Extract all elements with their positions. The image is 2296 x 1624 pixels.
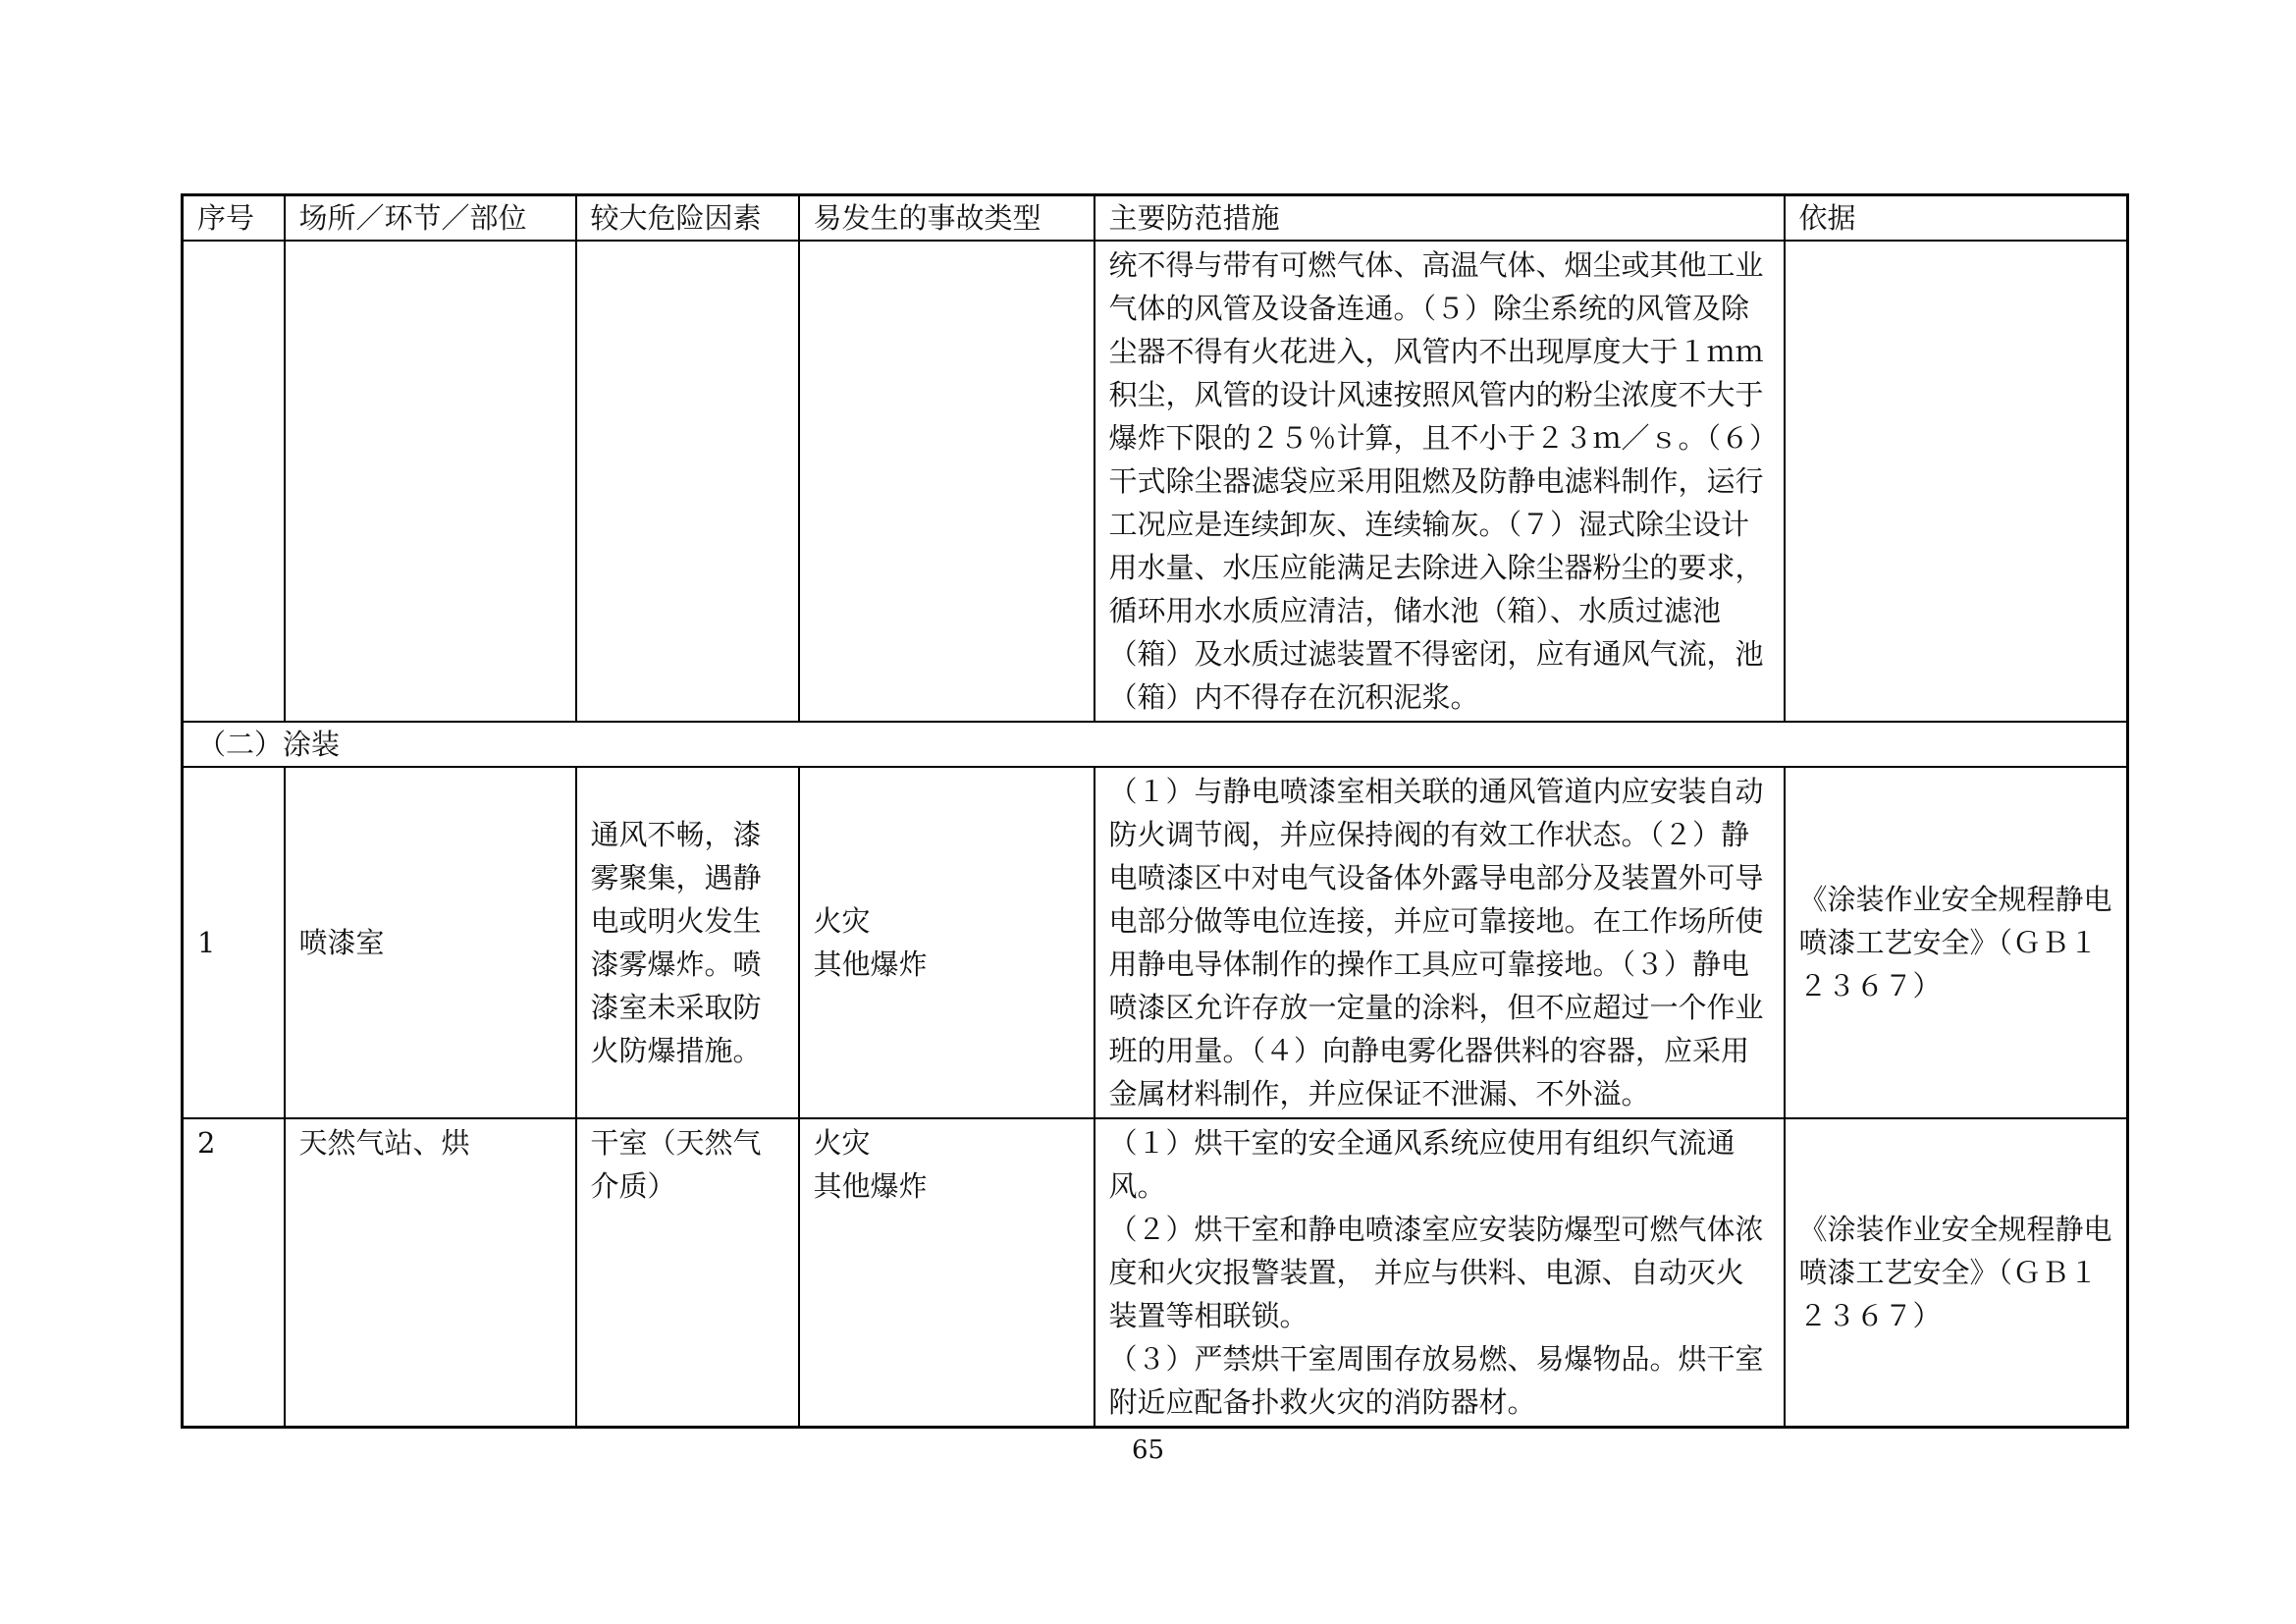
section-row <box>183 722 2128 767</box>
section-title: （二）涂装 <box>183 722 2128 767</box>
cont-hazard <box>576 241 799 722</box>
row-place: 天然气站、烘 <box>285 1118 576 1428</box>
row-accident: 火灾 其他爆炸 <box>799 767 1095 1118</box>
header-measures: 主要防范措施 <box>1095 195 1785 242</box>
row-basis: 《涂装作业安全规程静电喷漆工艺安全》（ＧＢ１２３６７） <box>1785 767 2128 1118</box>
header-place: 场所／环节／部位 <box>285 195 576 242</box>
cont-basis <box>1785 241 2128 722</box>
header-hazard: 较大危险因素 <box>576 195 799 242</box>
cont-place <box>285 241 576 722</box>
header-basis: 依据 <box>1785 195 2128 242</box>
row-no: 2 <box>183 1118 285 1428</box>
table-row <box>183 1118 2128 1428</box>
row-hazard: 通风不畅，漆雾聚集，遇静电或明火发生漆雾爆炸。喷漆室未采取防火防爆措施。 <box>576 767 799 1118</box>
hazard-table <box>181 193 2129 1429</box>
cont-measures: 统不得与带有可燃气体、高温气体、烟尘或其他工业气体的风管及设备连通。（５）除尘系统的风管及除尘器不得有火花进入，风管内不出现厚度大于１ｍｍ积尘，风管的设计风速按照风管内的粉尘浓度不大于爆炸下限的２５％计算，且不小于２３ｍ／ｓ。（６）干式除尘器滤袋应采用阻燃及防静电滤料制作，运行工况应是连续卸灰、连续输灰。（７）湿式除尘设计用水量、水压应能满足去除进入除尘器粉尘的要求，循环用水水质应清洁，储水池（箱）、水质过滤池（箱）及水质过滤装置不得密闭，应有通风气流，池（箱）内不得存在沉积泥浆。 <box>1095 241 1785 722</box>
cont-accident <box>799 241 1095 722</box>
row-measures: （１）烘干室的安全通风系统应使用有组织气流通风。 （２）烘干室和静电喷漆室应安装防爆型可燃气体浓度和火灾报警装置， 并应与供料、电源、自动灭火装置等相联锁。 （３）严禁烘干室周围存放易燃、易爆物品。烘干室附近应配备扑救火灾的消防器材。 <box>1095 1118 1785 1428</box>
row-hazard: 干室（天然气介质） <box>576 1118 799 1428</box>
row-no: 1 <box>183 767 285 1118</box>
header-accident-type: 易发生的事故类型 <box>799 195 1095 242</box>
row-measures: （１）与静电喷漆室相关联的通风管道内应安装自动防火调节阀，并应保持阀的有效工作状态。（２）静电喷漆区中对电气设备体外露导电部分及装置外可导电部分做等电位连接，并应可靠接地。在工作场所使用静电导体制作的操作工具应可靠接地。（３）静电喷漆区允许存放一定量的涂料，但不应超过一个作业班的用量。（４）向静电雾化器供料的容器，应采用金属材料制作，并应保证不泄漏、不外溢。 <box>1095 767 1785 1118</box>
row-place: 喷漆室 <box>285 767 576 1118</box>
row-basis: 《涂装作业安全规程静电喷漆工艺安全》（ＧＢ１２３６７） <box>1785 1118 2128 1428</box>
continuation-row <box>183 241 2128 722</box>
header-no: 序号 <box>183 195 285 242</box>
table-row <box>183 767 2128 1118</box>
page-number: 65 <box>1131 1435 1165 1465</box>
cont-no <box>183 241 285 722</box>
row-accident: 火灾 其他爆炸 <box>799 1118 1095 1428</box>
table-header-row <box>183 195 2128 242</box>
